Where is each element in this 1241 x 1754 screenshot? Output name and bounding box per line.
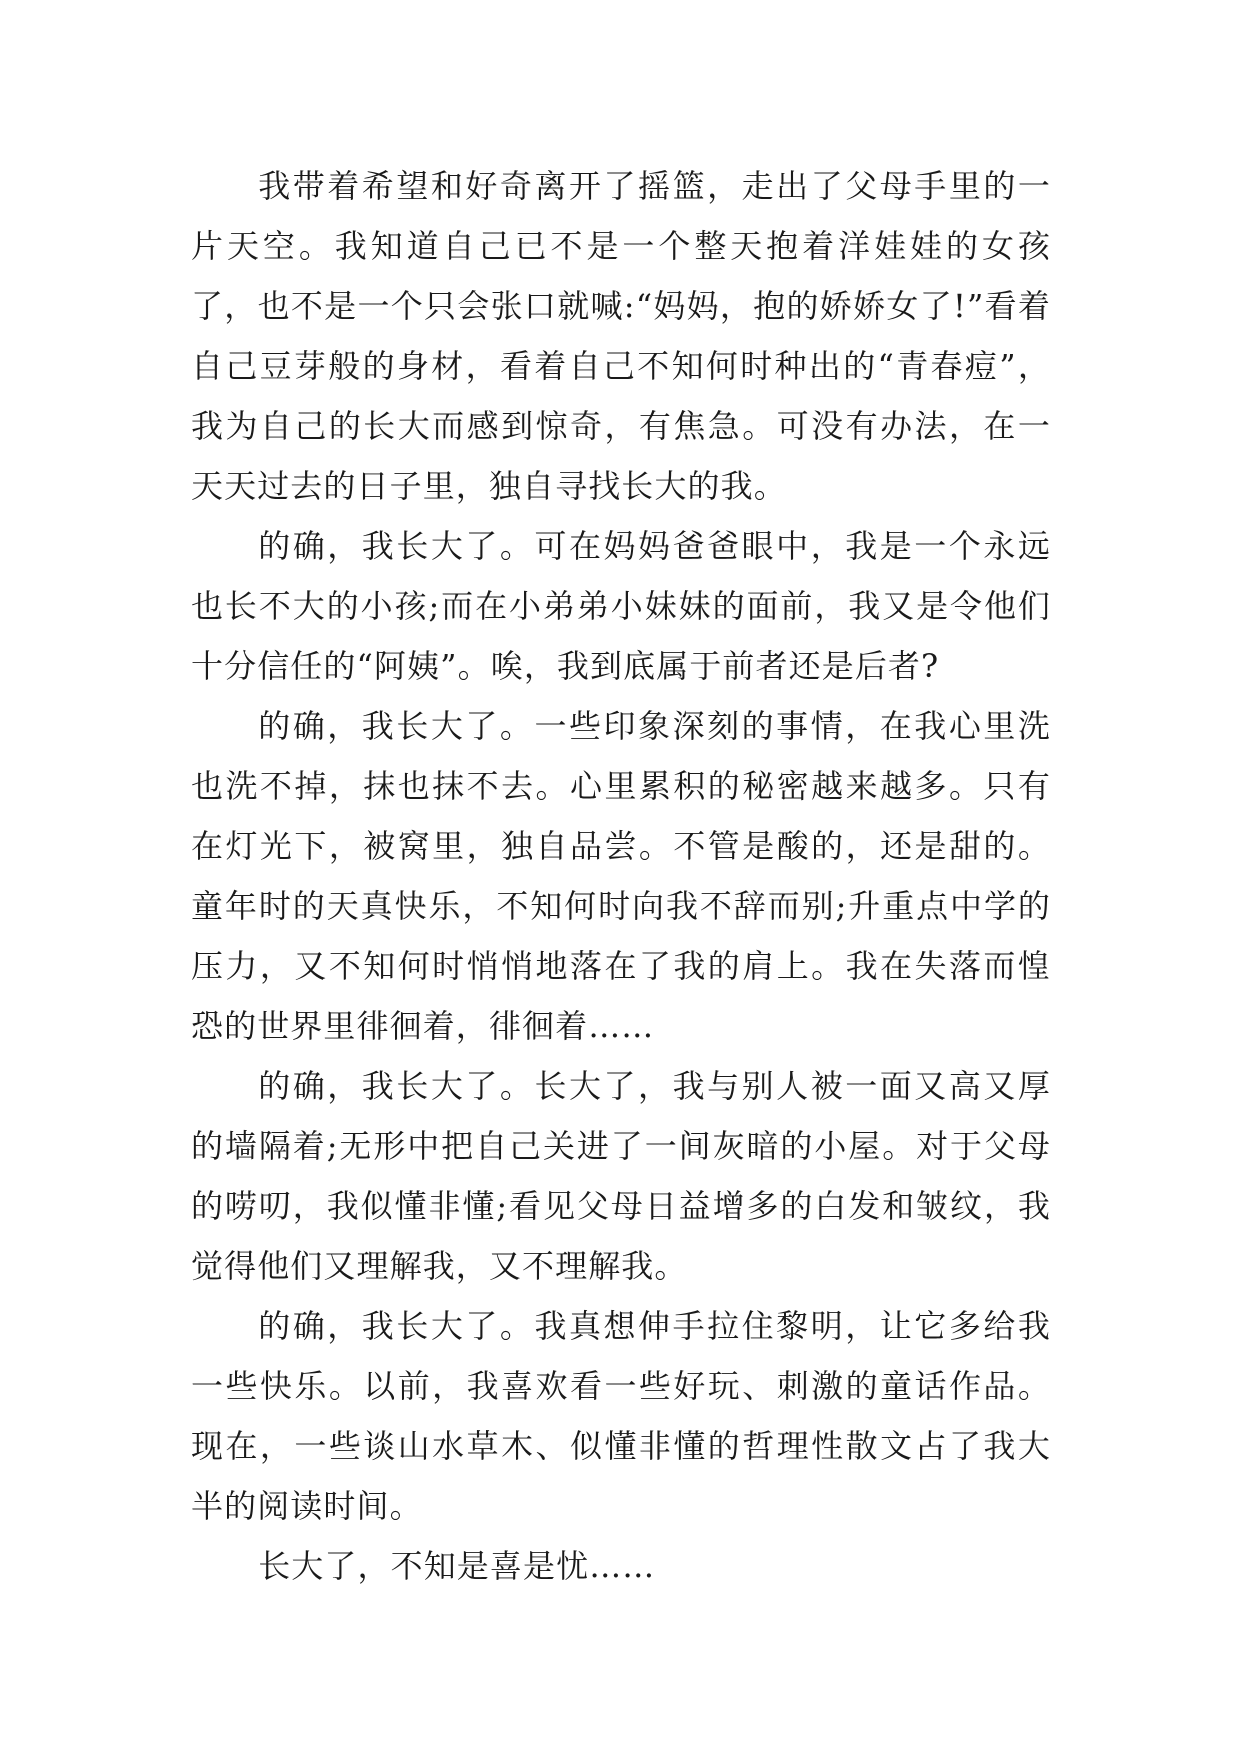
- article-body: [191, 156, 1051, 1596]
- paragraph-2: 的确，我长大了。可在妈妈爸爸眼中，我是一个永远也长不大的小孩;而在小弟弟小妹妹的面前，我又是令他们十分信任的“阿姨”。唉，我到底属于前者还是后者?: [191, 527, 1051, 685]
- paragraph-4: 的确，我长大了。长大了，我与别人被一面又高又厚的墙隔着;无形中把自己关进了一间灰暗的小屋。对于父母的唠叨，我似懂非懂;看见父母日益增多的白发和皱纹，我觉得他们又理解我，又不理解我。: [191, 1067, 1051, 1285]
- paragraph-1: 我带着希望和好奇离开了摇篮，走出了父母手里的一片天空。我知道自己已不是一个整天抱着洋娃娃的女孩了，也不是一个只会张口就喊:“妈妈，抱的娇娇女了!”看着自己豆芽般的身材，看着自己不知何时种出的“青春痘”，我为自己的长大而感到惊奇，有焦急。可没有办法，在一天天过去的日子里，独自寻找长大的我。: [191, 167, 1051, 505]
- paragraph-3: 的确，我长大了。一些印象深刻的事情，在我心里洗也洗不掉，抹也抹不去。心里累积的秘密越来越多。只有在灯光下，被窝里，独自品尝。不管是酸的，还是甜的。童年时的天真快乐，不知何时向我不辞而别;升重点中学的压力，又不知何时悄悄地落在了我的肩上。我在失落而惶恐的世界里徘徊着，徘徊着……: [191, 707, 1051, 1045]
- paragraph-5: 的确，我长大了。我真想伸手拉住黎明，让它多给我一些快乐。以前，我喜欢看一些好玩、刺激的童话作品。现在，一些谈山水草木、似懂非懂的哲理性散文占了我大半的阅读时间。: [191, 1307, 1051, 1525]
- paragraph-6: 长大了，不知是喜是忧……: [258, 1547, 656, 1585]
